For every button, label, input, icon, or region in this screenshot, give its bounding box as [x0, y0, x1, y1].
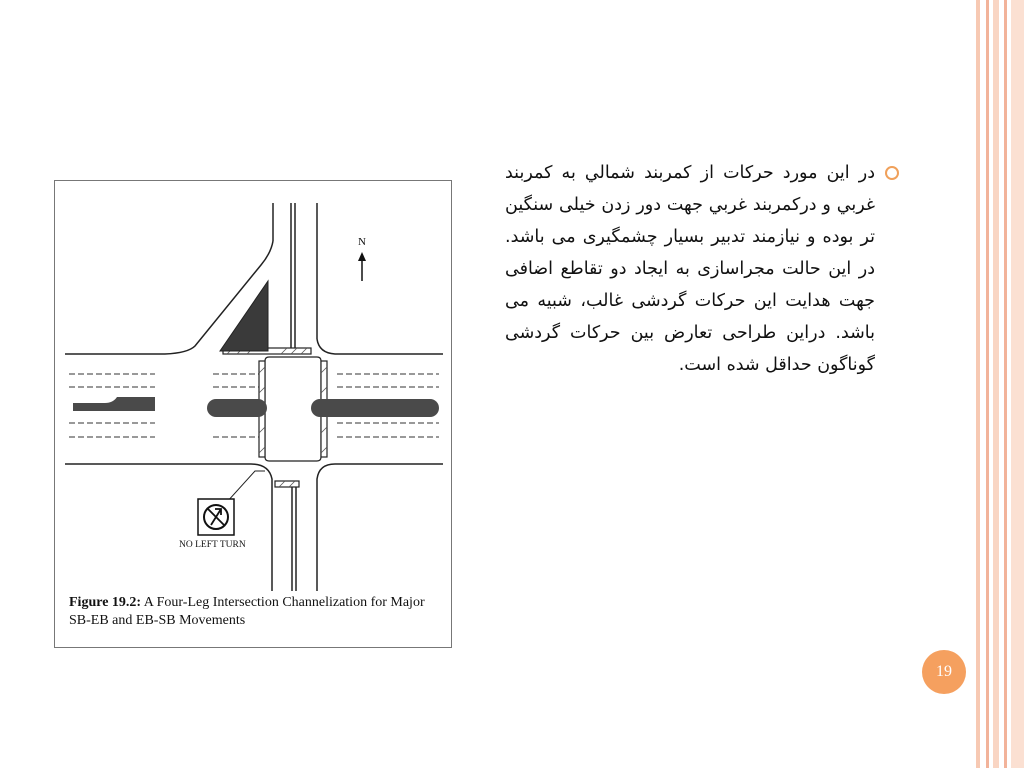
figure-caption	[69, 594, 441, 630]
bullet-icon	[885, 166, 899, 180]
east-median	[311, 399, 439, 417]
decor-stripe-1	[976, 0, 980, 768]
decor-stripe-4	[1004, 0, 1007, 768]
curb-sw	[65, 464, 272, 591]
curb-ne	[317, 339, 443, 354]
crosswalk-south	[275, 481, 299, 487]
intersection-figure	[54, 180, 452, 648]
west-inner-median	[207, 399, 267, 417]
west-median	[73, 397, 155, 411]
north-label: N	[358, 236, 366, 248]
intersection-diagram	[55, 181, 453, 591]
triangular-island	[220, 281, 268, 351]
decor-stripe-5	[1011, 0, 1024, 768]
decor-stripe-3	[993, 0, 999, 768]
caption-bold: Figure 19.2:	[69, 595, 142, 610]
page-number-badge: 19	[922, 650, 966, 694]
sign-label: NO LEFT TURN	[179, 540, 246, 550]
slide-body-text: در این مورد حرکات از کمربند شمالي به کمربند غربي و درکمربند غربي جهت دور زدن خیلی سنگین تر بوده و نیازمند تدبیر بسیار چشمگیری می باشد. در این حالت مجراسازی به ایجاد دو تقاطع اضافی جهت هدایت این حرکات گردشی غالب، شبیه می باشد. دراین طراحی تعارض بین حرکات گردشی گوناگون حداقل شده است.	[505, 163, 875, 375]
caption-rest: A Four-Leg Intersection Channelization for Major SB-EB and EB-SB Movements	[69, 595, 425, 628]
curb-se	[317, 464, 443, 591]
decor-stripe-2	[986, 0, 989, 768]
